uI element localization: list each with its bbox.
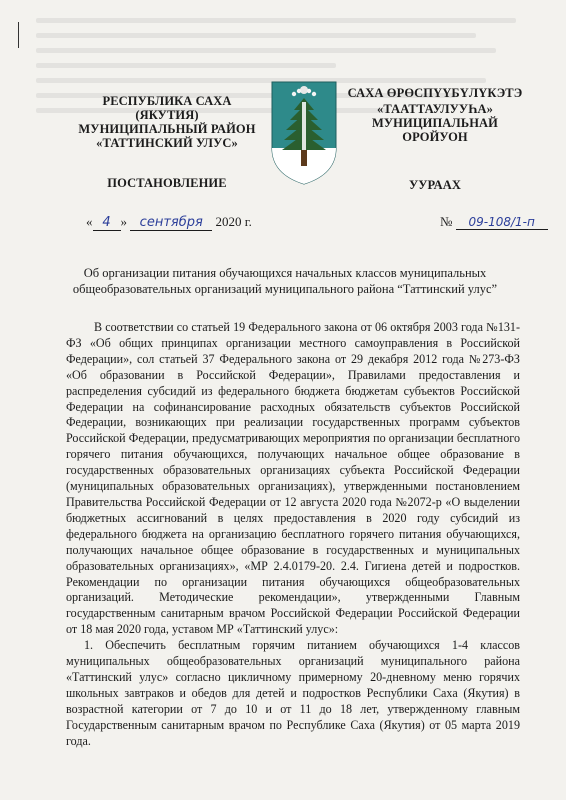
title-line1: Об организации питания обучающихся начальных классов муниципальных [83, 266, 487, 280]
date-month: сентября [130, 215, 212, 231]
clause-1-paragraph: 1. Обеспечить бесплатным горячим питанием обучающихся 1-4 классов муниципальных общеобразовательных организаций муниципального района «Таттинский улус» согласно цикличному примерному 20-дневному меню горячих школьных завтраков и обедов для детей и подростков Республики Саха (Якутия) в возрастной категории от 7 до 10 и от 11 до 18 лет, утвержденному главным Государственным санитарным врачом по Республике Саха (Якутия) от 05 марта 2019 года. [66, 638, 520, 748]
date-day: 4 [93, 215, 121, 231]
date-open-quote: « [86, 214, 93, 229]
title-line2: общеобразовательных организаций муниципального района “Таттинский улус” [72, 282, 498, 296]
header-right-line1: САХА ӨРӨСПҮҮБҮЛҮКЭТЭ [347, 86, 523, 100]
date-line [86, 214, 252, 231]
date-year: 2020 г. [215, 214, 252, 229]
doc-number-line [440, 214, 548, 230]
preamble-paragraph: В соответствии со статьей 19 Федерального закона от 06 октября 2003 года №131-ФЗ «Об общих принципах организации местного самоуправления в Российской Федерации», сол статьей 37 Федерального закона от 29 декабря 2012 года №273-ФЗ «Об образовании в Российской Федерации», Правилами предоставления и распределения субсидий из федерального бюджета бюджетам субъектов Российской Федерации на софинансирование расходных обязательств субъектов Российской Федерации, возникающих при реализации государственных программ субъектов Российской Федерации, предусматривающих мероприятия по организации бесплатного горячего питания обучающихся, получающих начальное общее образование в государственных образовательных организациях субъекта Российской Федерации (муниципальных образовательных организациях), утвержденными постановлением Правительства Российской Федерации от 12 августа 2020 года №2072-р «О выделении бюджетных ассигнований в целях предоставления в 2020 году субсидий из федерального бюджета на организацию бесплатного горячего питания обучающихся, получающих начальное общее образование в государственных и муниципальных образовательных организациях», «МР 2.4.0179-20. 2.4. Гигиена детей и подростков. Рекомендации по организации питания обучающихся общеобразовательных организаций. Методические рекомендации», утвержденными Главным государственным санитарным врачом Российской Федерации Российской Федерации от 18 мая 2020 года, уставом МР «Таттинский улус»: [66, 320, 520, 637]
document-body [66, 320, 520, 749]
header-right-block [340, 86, 530, 192]
header-left-line3: МУНИЦИПАЛЬНЫЙ РАЙОН [78, 122, 256, 136]
doc-number-prefix: № [440, 214, 453, 229]
margin-mark [18, 22, 19, 48]
header-left-block [72, 94, 262, 190]
doc-type-sah: УУРААХ [408, 178, 462, 192]
tree-coat-of-arms-icon [268, 78, 340, 186]
header-left-line4: «ТАТТИНСКИЙ УЛУС» [96, 136, 238, 150]
header-left-line2: (ЯКУТИЯ) [135, 108, 199, 122]
doc-type-ru: ПОСТАНОВЛЕНИЕ [107, 176, 227, 190]
date-close-quote: » [120, 214, 127, 229]
header-right-line3: МУНИЦИПАЛЬНАЙ [372, 116, 498, 130]
header-right-line4: ОРОЙУОН [402, 130, 468, 144]
document-title [70, 265, 500, 297]
header-right-line2: «ТААТТАУЛУУҺА» [377, 102, 493, 116]
doc-number-value: 09-108/1-п [456, 215, 548, 230]
header-left-line1: РЕСПУБЛИКА САХА [102, 94, 232, 108]
